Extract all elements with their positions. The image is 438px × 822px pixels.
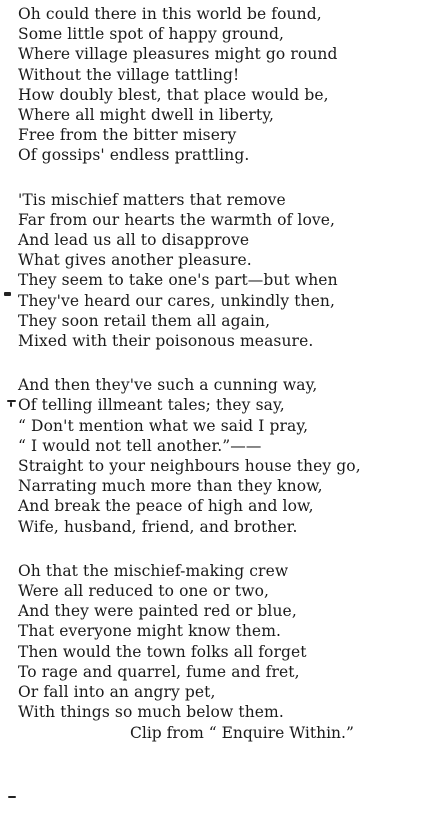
poem-line: Oh could there in this world be found, bbox=[18, 5, 322, 23]
poem-line: Straight to your neighbours house they go, bbox=[18, 457, 361, 476]
attribution: Clip from “ Enquire Within.” bbox=[130, 723, 354, 742]
poem-line: Oh that the mischief-making crew bbox=[18, 561, 289, 580]
poem-line: And break the peace of high and low, bbox=[18, 497, 314, 516]
stanza-3 bbox=[18, 375, 436, 537]
poem-line: Without the village tattling! bbox=[18, 65, 240, 84]
poem-line: “ Don't mention what we said I pray, bbox=[18, 416, 309, 435]
poem-line: What gives another pleasure. bbox=[18, 251, 252, 270]
poem-line: With things so much below them. bbox=[18, 703, 284, 722]
poem-line: Or fall into an angry pet, bbox=[18, 683, 216, 702]
poem-line: To rage and quarrel, fume and fret, bbox=[18, 662, 300, 681]
poem-line: Were all reduced to one or two, bbox=[18, 582, 270, 601]
ink-speck bbox=[4, 292, 11, 296]
poem-line: Of gossips' endless prattling. bbox=[18, 146, 250, 165]
poem-line: Wife, husband, friend, and brother. bbox=[18, 517, 298, 536]
poem bbox=[18, 4, 436, 743]
poem-line: Where village pleasures might go round bbox=[18, 45, 338, 64]
poem-line: Of telling illmeant tales; they say, bbox=[18, 396, 285, 415]
poem-line: And lead us all to disapprove bbox=[18, 231, 250, 250]
stanza-4 bbox=[18, 561, 436, 723]
ink-speck bbox=[8, 796, 16, 798]
poem-line: And they were painted red or blue, bbox=[18, 602, 297, 621]
poem-line: Narrating much more than they know, bbox=[18, 477, 323, 496]
stanza-1 bbox=[18, 4, 436, 166]
poem-line: They soon retail them all again, bbox=[18, 311, 271, 330]
poem-line: Then would the town folks all forget bbox=[18, 642, 307, 661]
ink-speck bbox=[10, 402, 12, 407]
poem-line: That everyone might know them. bbox=[18, 622, 282, 641]
poem-line: Some little spot of happy ground, bbox=[18, 25, 285, 44]
poem-line: They seem to take one's part—but when bbox=[18, 271, 338, 290]
poem-line: Where all might dwell in liberty, bbox=[18, 106, 275, 125]
poem-line: 'Tis mischief matters that remove bbox=[18, 190, 286, 209]
poem-line: Mixed with their poisonous measure. bbox=[18, 332, 314, 351]
poem-line: Free from the bitter misery bbox=[18, 126, 237, 145]
poem-line: “ I would not tell another.”—— bbox=[18, 436, 262, 455]
poem-line: How doubly blest, that place would be, bbox=[18, 85, 329, 104]
poem-line: Far from our hearts the warmth of love, bbox=[18, 210, 336, 229]
stanza-2 bbox=[18, 190, 436, 352]
poem-line: And then they've such a cunning way, bbox=[18, 376, 318, 395]
poem-line: They've heard our cares, unkindly then, bbox=[18, 291, 336, 310]
